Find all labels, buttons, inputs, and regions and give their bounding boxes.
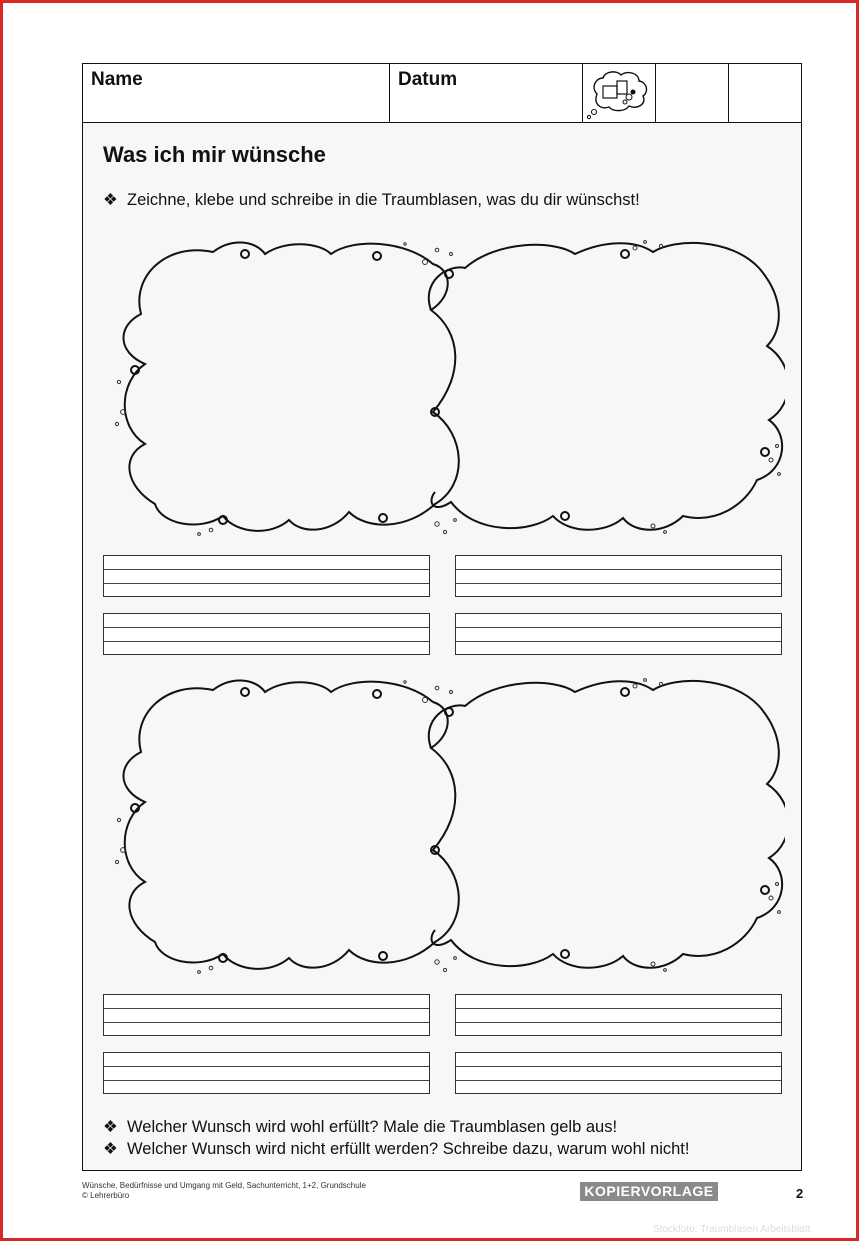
footer-line-1: Wünsche, Bedürfnisse und Umgang mit Geld, Sachunterricht, 1+2, Grundschule <box>82 1181 366 1190</box>
left-cloud-outline <box>123 242 458 530</box>
instruction-bottom-1-text: Welcher Wunsch wird wohl erfüllt? Male die Traumblasen gelb aus! <box>127 1118 618 1136</box>
header-blank-cell-2[interactable] <box>729 64 801 122</box>
writing-lines[interactable] <box>103 555 430 597</box>
thought-bubble-row-1[interactable] <box>105 234 785 544</box>
writing-lines[interactable] <box>455 994 782 1036</box>
copy-template-badge: KOPIERVORLAGE <box>580 1182 718 1201</box>
instruction-top-text: Zeichne, klebe und schreibe in die Traumblasen, was du dir wünschst! <box>127 191 640 209</box>
instruction-bottom-2-text: Welcher Wunsch wird nicht erfüllt werden? Schreibe dazu, warum wohl nicht! <box>127 1140 690 1158</box>
header-row <box>83 64 801 123</box>
name-field[interactable] <box>83 64 390 122</box>
writing-lines[interactable] <box>455 555 782 597</box>
left-cloud-outline <box>123 680 458 968</box>
writing-lines[interactable] <box>103 613 430 655</box>
date-label: Datum <box>398 69 458 90</box>
thought-bubble-row-2[interactable] <box>105 672 785 982</box>
footer-line-2: © Lehrerbüro <box>82 1191 130 1200</box>
page-number: 2 <box>796 1186 804 1201</box>
writing-lines[interactable] <box>103 1052 430 1094</box>
bullet-icon: ❖ <box>103 1118 118 1136</box>
header-icon-cell <box>583 64 656 122</box>
name-label: Name <box>91 69 143 90</box>
writing-lines[interactable] <box>455 1052 782 1094</box>
page-title: Was ich mir wünsche <box>103 142 326 167</box>
right-cloud-outline <box>429 681 785 968</box>
thought-bubble-clipart-icon <box>583 64 655 121</box>
instruction-bottom-2 <box>103 1139 689 1159</box>
watermark: Stockfoto: Traumblasen Arbeitsblatt <box>653 1224 811 1235</box>
header-blank-cell-1[interactable] <box>656 64 729 122</box>
writing-lines[interactable] <box>103 994 430 1036</box>
worksheet <box>82 63 802 1171</box>
right-cloud-outline <box>429 243 785 530</box>
bullet-icon: ❖ <box>103 1140 118 1158</box>
instruction-top <box>103 190 640 210</box>
date-field[interactable] <box>390 64 583 122</box>
footer-credits <box>82 1181 366 1201</box>
bullet-icon: ❖ <box>103 191 118 209</box>
writing-lines[interactable] <box>455 613 782 655</box>
instruction-bottom-1 <box>103 1117 617 1137</box>
